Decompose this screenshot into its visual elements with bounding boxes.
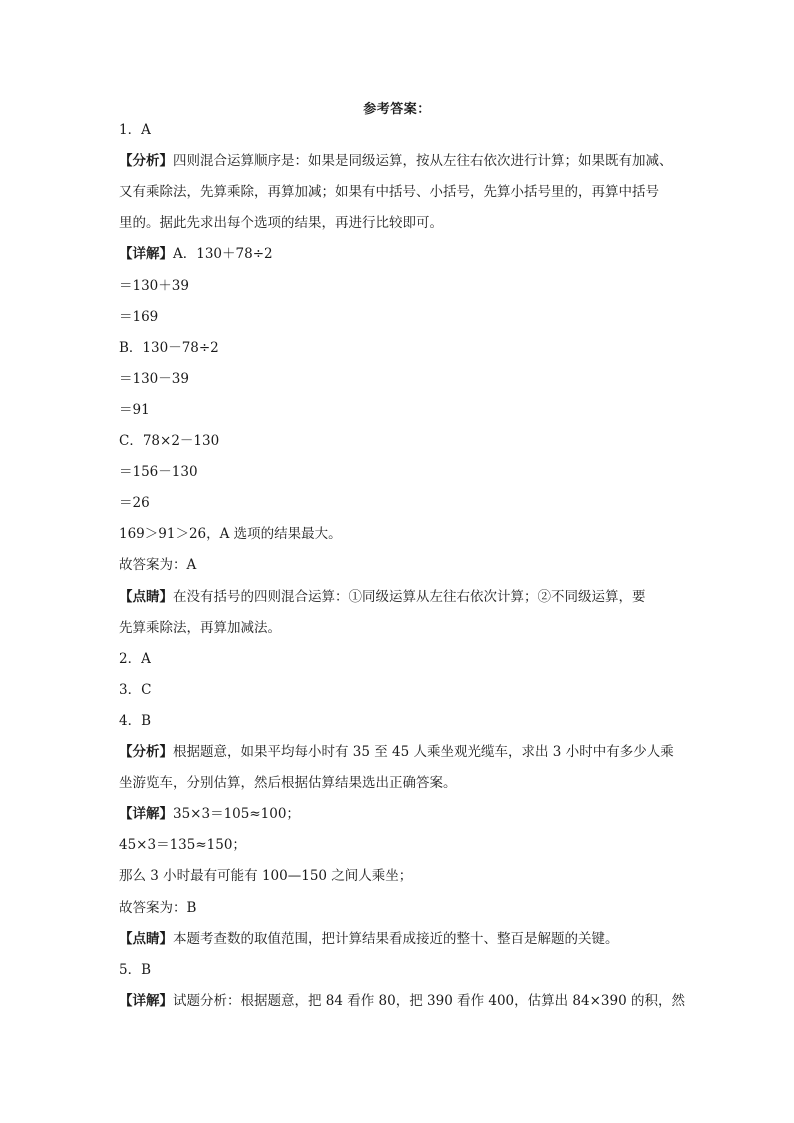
text-line — [119, 898, 679, 918]
text-line — [119, 742, 679, 762]
text-line — [119, 307, 679, 327]
line-text: 先算乘除法，再算加减法。 — [119, 619, 281, 636]
line-text: ＝91 — [119, 401, 150, 418]
text-line — [119, 369, 679, 389]
text-line — [119, 276, 679, 296]
line-text: 试题分析：根据题意，把 84 看作 80，把 390 看作 400，估算出 84×390 的积，然 — [173, 992, 685, 1009]
section-tag: 【点睛】 — [119, 588, 173, 605]
line-text: ＝156－130 — [119, 464, 198, 481]
line-text: 本题考查数的取值范围，把计算结果看成接近的整十、整百是解题的关键。 — [173, 930, 619, 947]
section-tag: 【点睛】 — [119, 930, 173, 947]
text-line — [119, 960, 679, 980]
text-line — [119, 182, 679, 202]
section-tag: 【分析】 — [119, 744, 173, 760]
text-line — [119, 618, 679, 638]
line-text: ＝130－39 — [119, 370, 189, 387]
text-line — [119, 773, 679, 793]
line-text: 3．C — [119, 681, 152, 698]
text-line — [119, 680, 679, 700]
section-tag: 【详解】 — [119, 992, 173, 1009]
text-line — [119, 587, 679, 607]
line-text: 根据题意，如果平均每小时有 35 至 45 人乘坐观光缆车，求出 3 小时中有多少人乘 — [173, 744, 674, 760]
line-text: B．130－78÷2 — [119, 339, 219, 356]
text-line — [119, 649, 679, 669]
page-title: 参考答案： — [363, 102, 431, 117]
line-text: ＝169 — [119, 308, 159, 325]
line-text: 又有乘除法，先算乘除，再算加减；如果有中括号、小括号，先算小括号里的，再算中括号 — [119, 184, 659, 201]
section-tag: 【详解】 — [119, 246, 173, 263]
section-tag: 【详解】 — [119, 806, 173, 823]
line-text: 故答案为：A — [119, 557, 197, 574]
line-text: 里的。据此先求出每个选项的结果，再进行比较即可。 — [119, 215, 443, 232]
line-text: 四则混合运算顺序是：如果是同级运算，按从左往右依次进行计算；如果既有加减、 — [173, 153, 673, 170]
line-text: 4．B — [119, 712, 152, 729]
line-text: 2．A — [119, 650, 151, 667]
line-text: 35×3＝105≈100； — [173, 806, 300, 823]
line-text: 故答案为：B — [119, 899, 197, 916]
section-tag: 【分析】 — [119, 153, 173, 170]
line-text: A．130＋78÷2 — [173, 246, 273, 263]
line-text: C．78×2－130 — [119, 433, 220, 449]
text-line — [119, 711, 679, 731]
text-line — [119, 462, 679, 482]
text-line — [119, 493, 679, 513]
text-line — [119, 555, 679, 575]
text-line — [119, 991, 685, 1011]
line-text: 坐游览车，分别估算，然后根据估算结果选出正确答案。 — [119, 775, 457, 792]
text-line — [119, 338, 679, 358]
text-line — [119, 804, 679, 824]
text-line — [119, 151, 679, 171]
text-line — [119, 400, 679, 420]
text-line — [119, 431, 679, 451]
line-text: ＝130＋39 — [119, 277, 189, 294]
line-text: 5．B — [119, 961, 152, 978]
line-text: 45×3＝135≈150； — [119, 837, 246, 854]
line-text: 169＞91＞26，A 选项的结果最大。 — [119, 526, 342, 543]
text-line — [119, 929, 679, 949]
line-text: ＝26 — [119, 495, 150, 512]
text-line — [119, 244, 679, 264]
text-line — [119, 120, 679, 140]
line-text: 那么 3 小时最有可能有 100—150 之间人乘坐； — [119, 868, 413, 885]
line-text: 在没有括号的四则混合运算：①同级运算从左往右依次计算；②不同级运算，要 — [173, 588, 646, 605]
text-line — [119, 524, 679, 544]
line-text: 1．A — [119, 122, 151, 138]
text-line — [119, 213, 679, 233]
text-line — [119, 866, 679, 886]
text-line — [119, 835, 679, 855]
